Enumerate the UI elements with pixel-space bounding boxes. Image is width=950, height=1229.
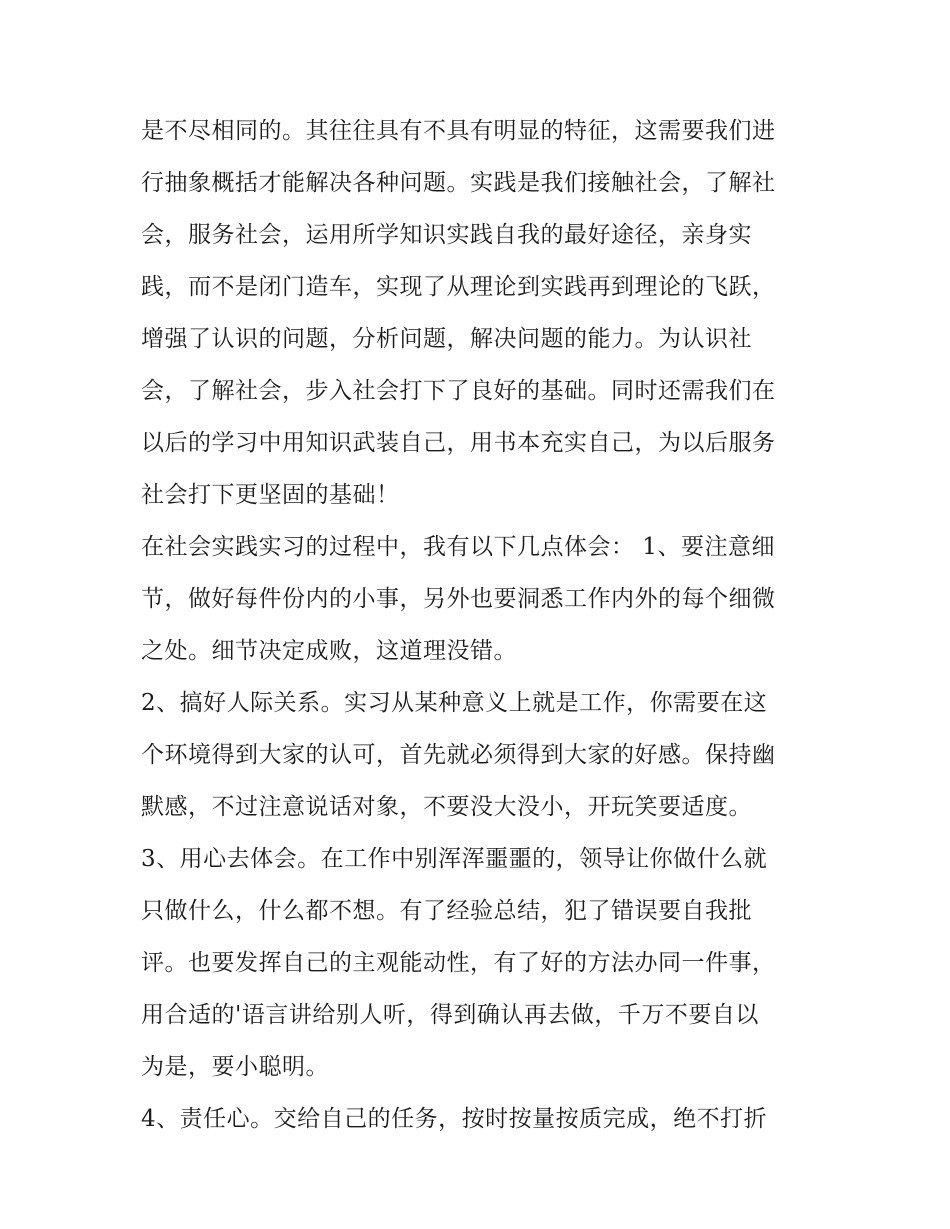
text-line: 只做什么，什么都不想。有了经验总结，犯了错误要自我批 <box>141 898 752 924</box>
text-line: 节，做好每件份内的小事，另外也要洞悉工作内外的每个细微 <box>141 586 776 612</box>
text-line: 个环境得到大家的认可，首先就必须得到大家的好感。保持幽 <box>141 742 776 768</box>
text-line: 践，而不是闭门造车，实现了从理论到实践再到理论的飞跃， <box>141 274 776 300</box>
text-line: 4、责任心。交给自己的任务，按时按量按质完成，绝不打折 <box>141 1106 768 1132</box>
text-line: 用合适的'语言讲给别人听，得到确认再去做，千万不要自以 <box>141 1002 759 1028</box>
text-line: 默感，不过注意说话对象，不要没大没小，开玩笑要适度。 <box>141 794 752 820</box>
text-line: 行抽象概括才能解决各种问题。实践是我们接触社会，了解社 <box>141 170 776 196</box>
text-line: 2、搞好人际关系。实习从某种意义上就是工作，你需要在这 <box>141 690 768 716</box>
text-line: 以后的学习中用知识武装自己，用书本充实自己，为以后服务 <box>141 430 776 456</box>
text-line: 之处。细节决定成败，这道理没错。 <box>141 638 517 664</box>
text-line: 会，服务社会，运用所学知识实践自我的最好途径，亲身实 <box>141 222 752 248</box>
text-line: 社会打下更坚固的基础！ <box>141 482 400 508</box>
text-line: 3、用心去体会。在工作中别浑浑噩噩的，领导让你做什么就 <box>141 846 768 872</box>
text-line: 在社会实践实习的过程中，我有以下几点体会： 1、要注意细 <box>141 534 775 560</box>
text-line: 为是，要小聪明。 <box>141 1054 329 1080</box>
document-body <box>141 105 821 1145</box>
text-line: 是不尽相同的。其往往具有不具有明显的特征，这需要我们进 <box>141 118 776 144</box>
text-line: 增强了认识的问题，分析问题，解决问题的能力。为认识社 <box>141 326 752 352</box>
text-line: 会，了解社会，步入社会打下了良好的基础。同时还需我们在 <box>141 378 776 404</box>
text-line: 评。也要发挥自己的主观能动性，有了好的方法办同一件事， <box>141 950 776 976</box>
